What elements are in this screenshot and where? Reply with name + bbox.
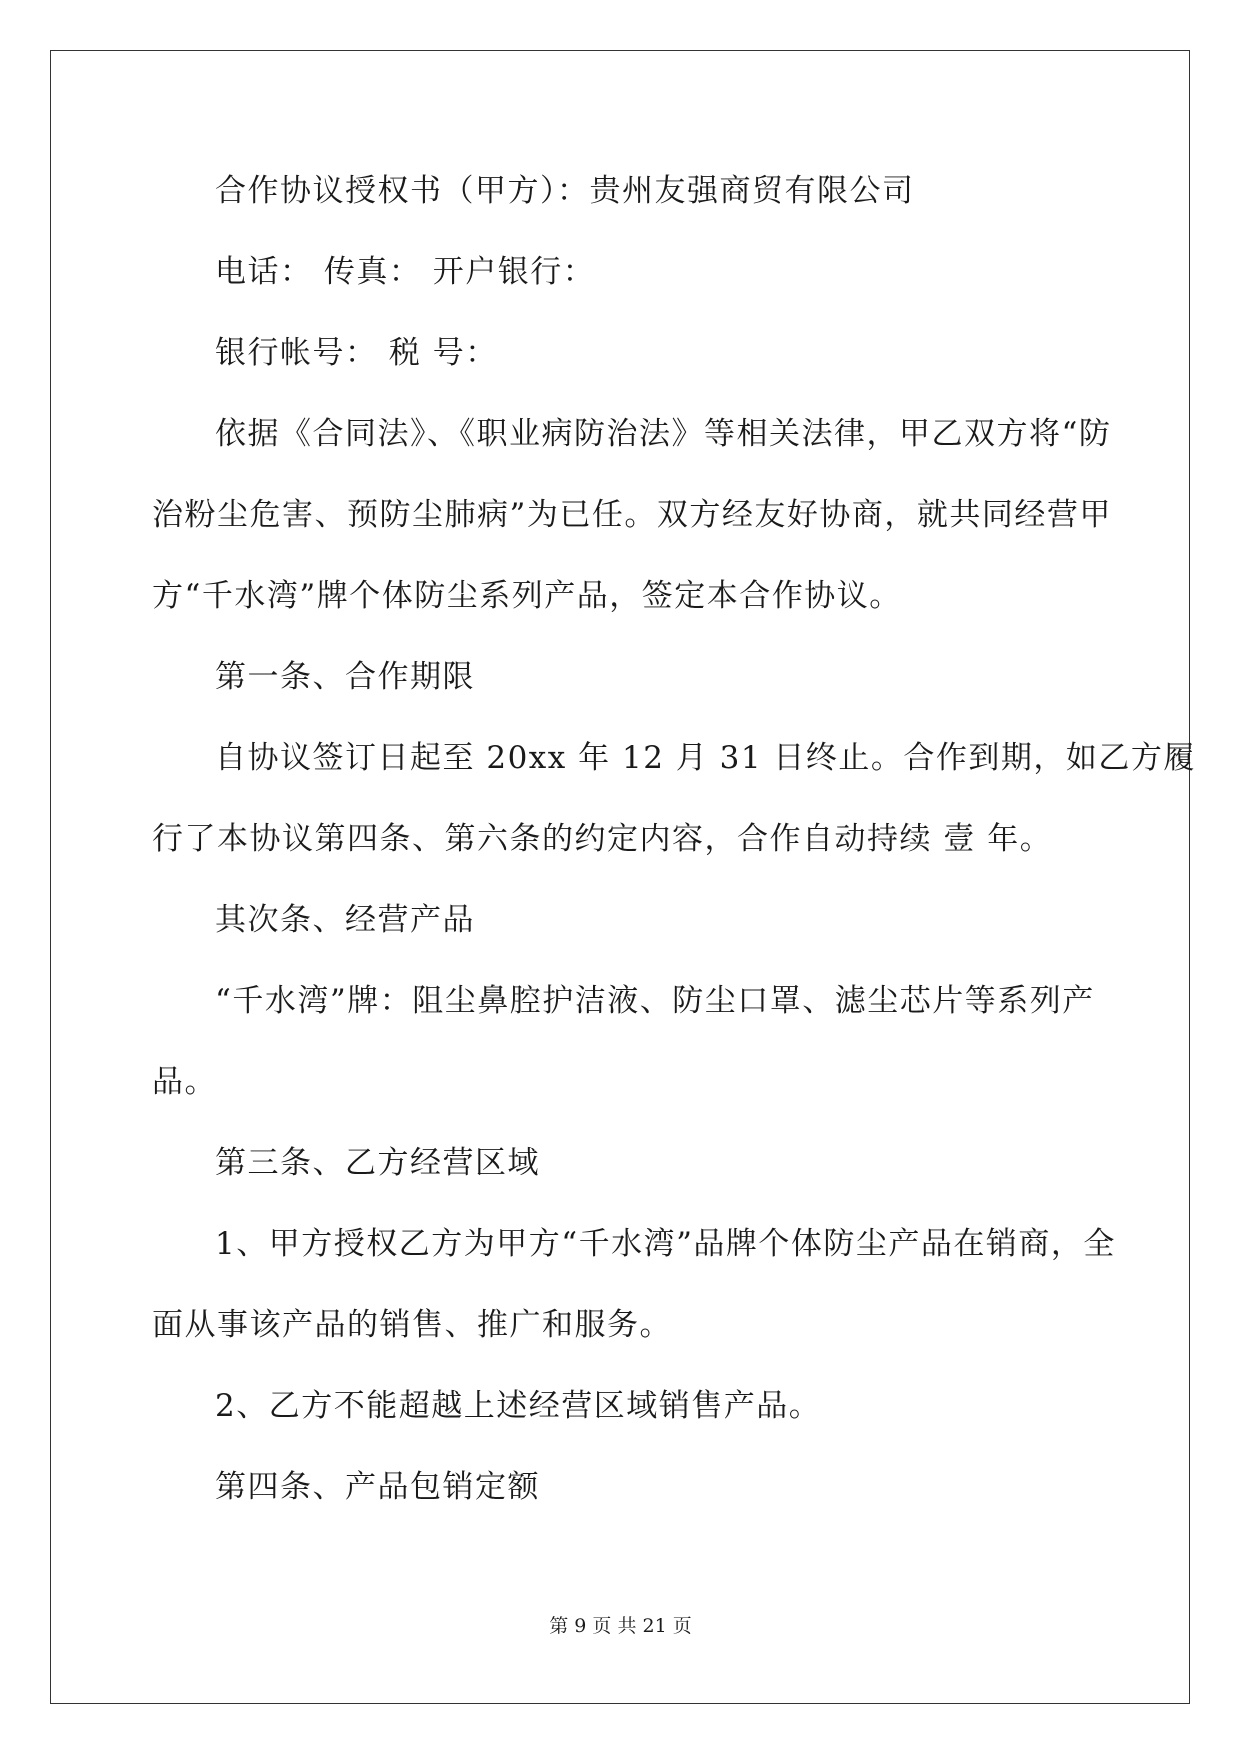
authorization-title-line: 合作协议授权书（甲方）：贵州友强商贸有限公司	[215, 173, 915, 209]
paragraph-line: 行了本协议第四条、第六条的约定内容，合作自动持续 壹 年。	[152, 821, 1053, 857]
phone-fax-bank-line: 电话： 传真： 开户银行：	[215, 254, 596, 290]
paragraph-line: 1、甲方授权乙方为甲方“千水湾”品牌个体防尘产品在销商，全	[215, 1226, 1116, 1262]
paragraph-line: 2、乙方不能超越上述经营区域销售产品。	[215, 1388, 822, 1424]
paragraph-line: 治粉尘危害、预防尘肺病”为已任。双方经友好协商，就共同经营甲	[152, 497, 1112, 533]
paragraph-line: 依据《合同法》、《职业病防治法》等相关法律，甲乙双方将“防	[215, 416, 1112, 452]
page-number-footer: 第 9 页 共 21 页	[549, 1615, 692, 1637]
page-border	[50, 50, 1190, 1704]
paragraph-line: 面从事该产品的销售、推广和服务。	[152, 1307, 672, 1343]
section-heading-3: 第三条、乙方经营区域	[215, 1145, 540, 1181]
paragraph-line: “千水湾”牌：阻尘鼻腔护洁液、防尘口罩、滤尘芯片等系列产	[215, 983, 1095, 1019]
section-heading-1: 第一条、合作期限	[215, 659, 475, 695]
paragraph-line: 品。	[152, 1064, 217, 1100]
account-tax-line: 银行帐号： 税 号：	[215, 335, 498, 371]
section-heading-4: 第四条、产品包销定额	[215, 1469, 540, 1505]
paragraph-line: 方“千水湾”牌个体防尘系列产品，签定本合作协议。	[152, 578, 902, 614]
section-heading-2: 其次条、经营产品	[215, 902, 475, 938]
paragraph-line: 自协议签订日起至 20xx 年 12 月 31 日终止。合作到期，如乙方履	[215, 740, 1196, 776]
